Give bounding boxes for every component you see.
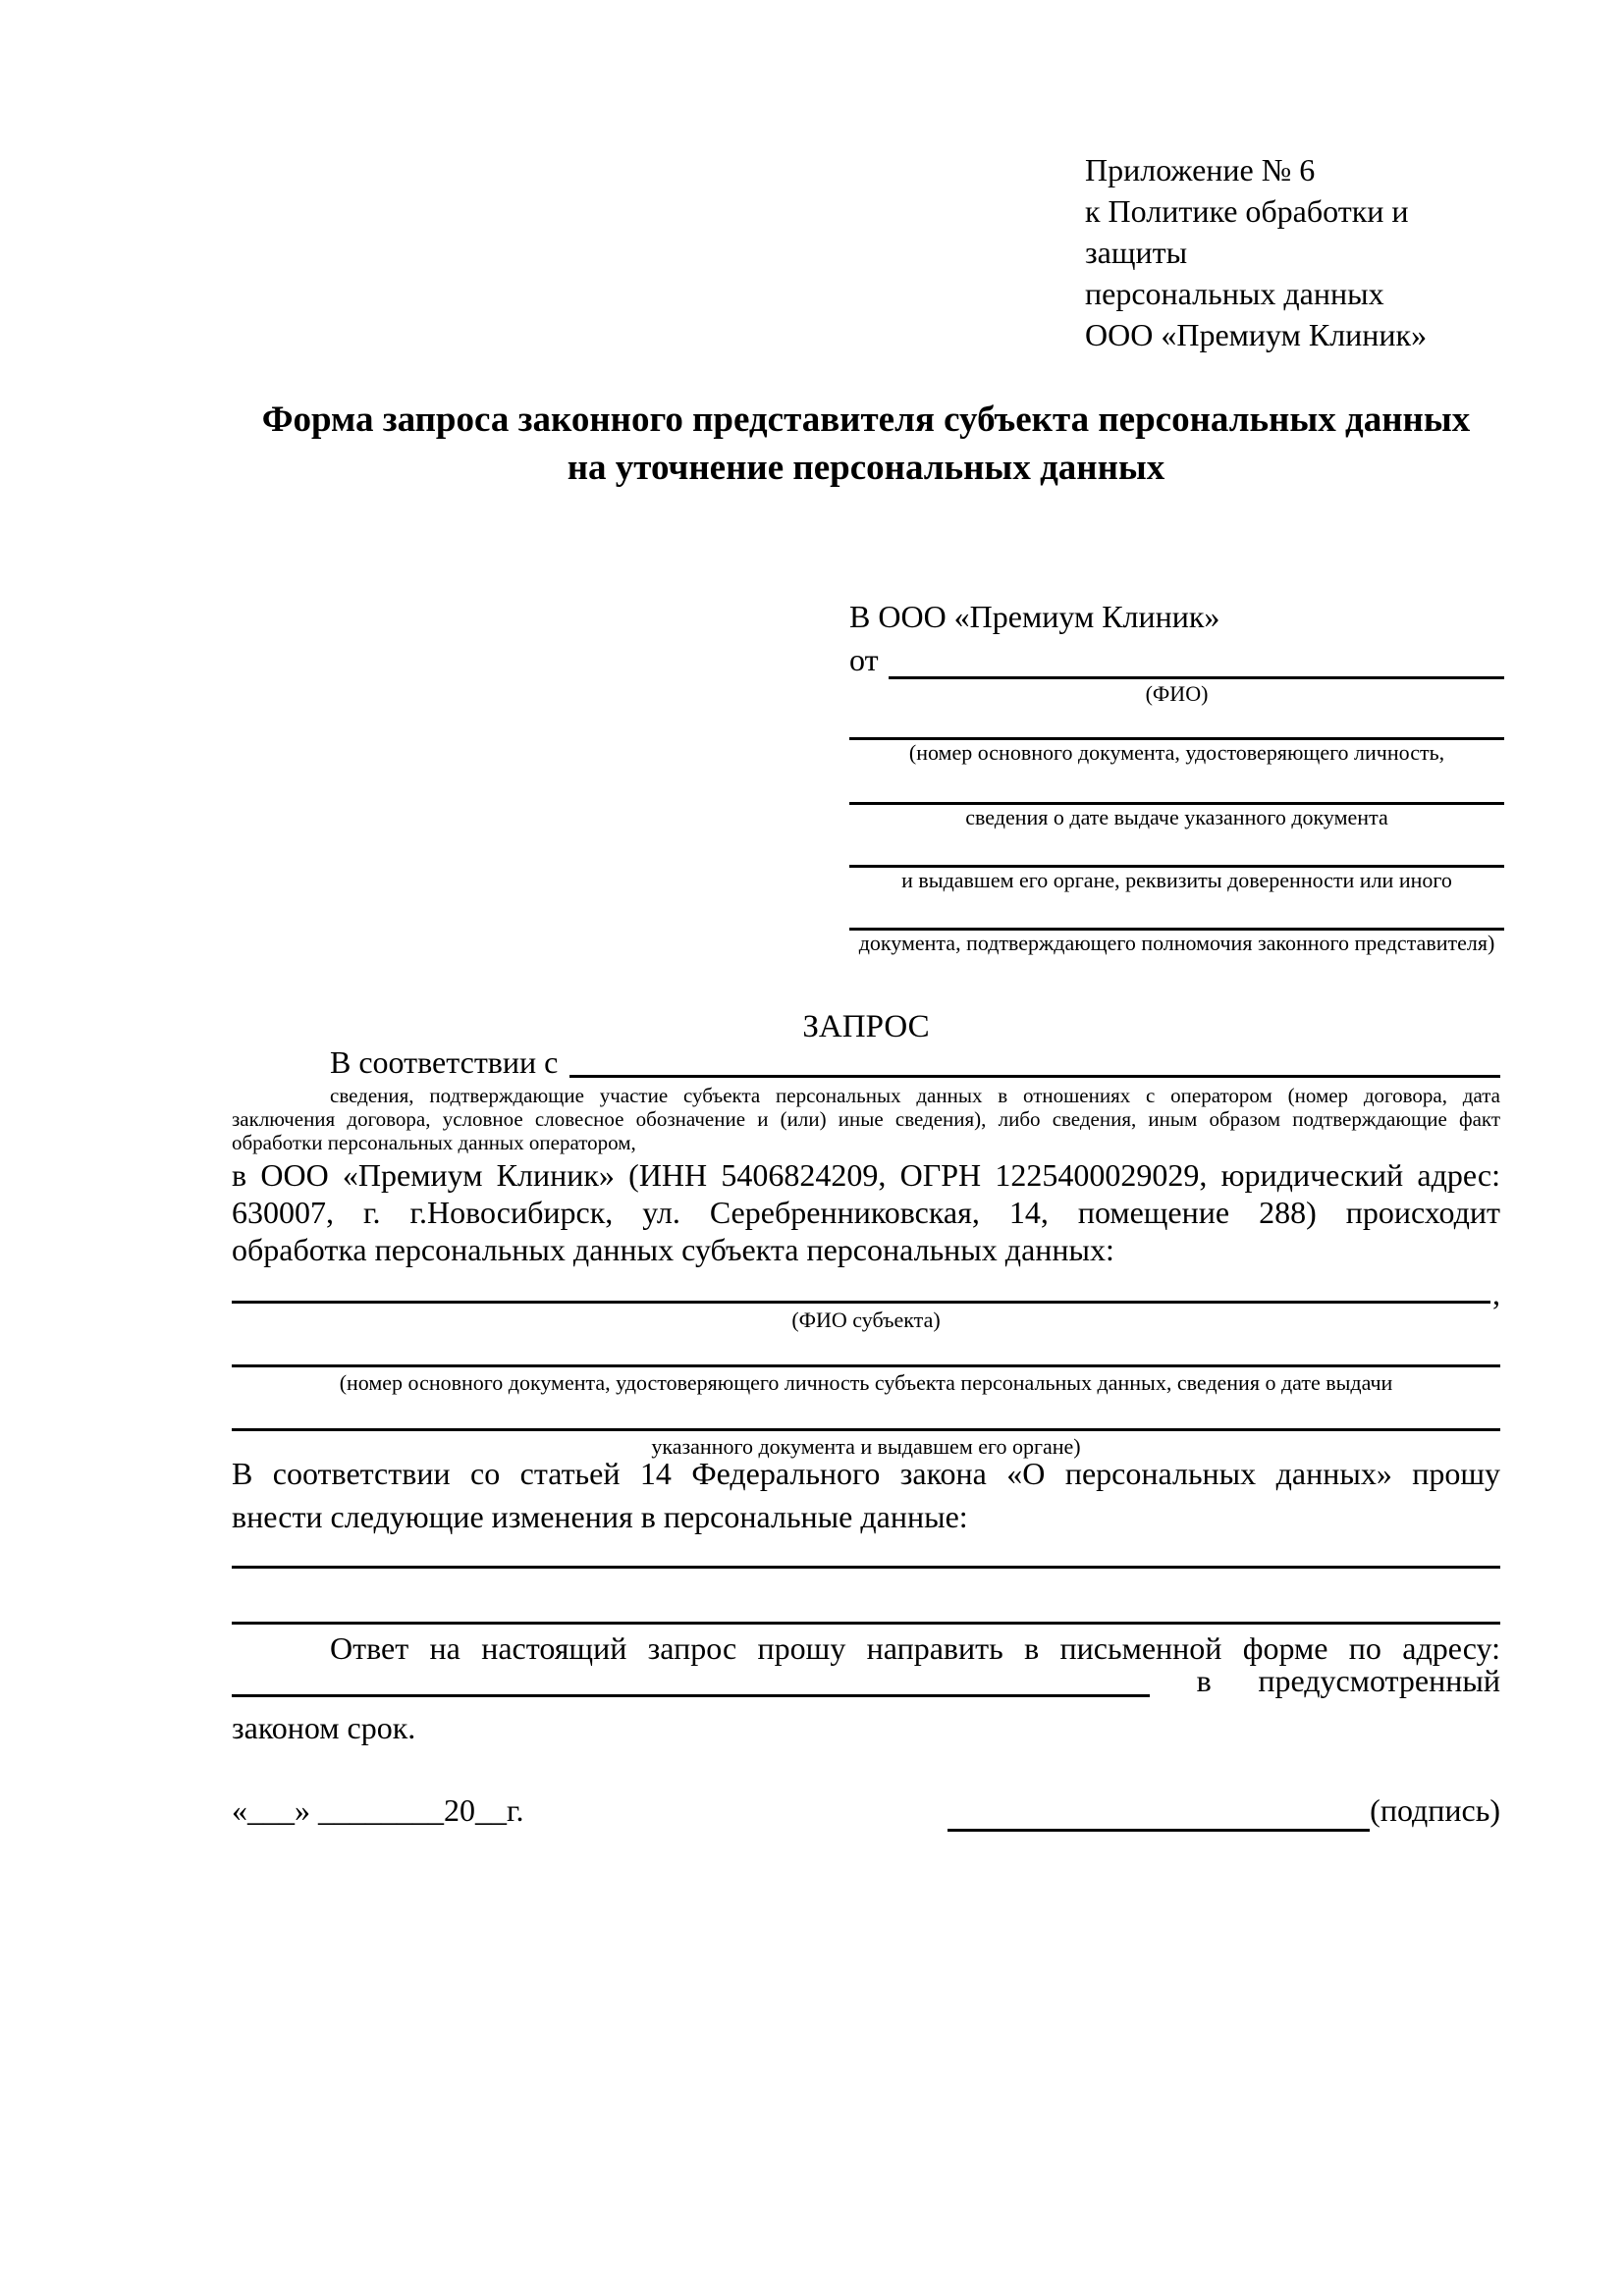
from-row xyxy=(849,638,1504,681)
date-line: «___» ________20__г. xyxy=(232,1792,524,1828)
blank-line xyxy=(849,893,1504,931)
from-blank-line xyxy=(889,638,1504,679)
subject-blank-line xyxy=(232,1270,1490,1304)
annex-block xyxy=(1085,149,1517,355)
intro-lead: В соответствии с xyxy=(330,1044,559,1080)
subject-fio-caption: (ФИО субъекта) xyxy=(791,1308,941,1332)
annex-line: Приложение № 6 xyxy=(1085,152,1316,187)
footer-row xyxy=(232,1789,1500,1832)
footnote-line: сведения, подтверждающие участие субъекта персональных данных в отношениях с оператором (номер договора, дата xyxy=(330,1084,1500,1107)
line-caption: (номер основного документа, удостоверяющего личность субъекта персональных данных, сведения о дате выдачи xyxy=(339,1370,1393,1395)
footnote-block xyxy=(232,1084,1500,1154)
from-label: от xyxy=(849,642,879,677)
intro-blank-line xyxy=(569,1042,1500,1078)
blank-line xyxy=(232,1334,1500,1367)
addressee-to: В ООО «Премиум Клиник» xyxy=(849,599,1220,634)
line-caption: сведения о дате выдаче указанного документа xyxy=(965,805,1388,829)
blank-line xyxy=(232,1591,1500,1625)
blank-line xyxy=(232,1535,1500,1569)
answer-word: в xyxy=(1196,1663,1212,1698)
fio-caption: (ФИО) xyxy=(1145,681,1209,706)
intro-row xyxy=(232,1042,1500,1082)
request-heading: ЗАПРОС xyxy=(802,1009,930,1044)
blank-line xyxy=(849,707,1504,740)
line-caption: (номер основного документа, удостоверяющего личность, xyxy=(908,740,1445,765)
operator-paragraph-line: обработка персональных данных субъекта персональных данных: xyxy=(232,1232,1114,1267)
line-caption: указанного документа и выдавшем его органе) xyxy=(651,1434,1081,1459)
paragraph-indent xyxy=(232,1042,330,1082)
line-caption: документа, подтверждающего полномочия законного представителя) xyxy=(858,931,1495,955)
footnote-line: обработки персональных данных оператором, xyxy=(232,1131,636,1154)
blank-line xyxy=(849,830,1504,868)
answer-line: законом срок. xyxy=(232,1710,416,1745)
page-title xyxy=(232,396,1500,492)
law-paragraph-line: внести следующие изменения в персональные данные: xyxy=(232,1499,968,1534)
answer-address-row xyxy=(232,1663,1500,1698)
operator-paragraph-line: в ООО «Премиум Клиник» (ИНН 5406824209, ОГРН 1225400029029, юридический адрес: xyxy=(232,1157,1500,1193)
answer-word: предусмотренный xyxy=(1258,1663,1500,1698)
line-caption: и выдавшем его органе, реквизиты доверенности или иного xyxy=(901,868,1452,892)
addressee-block xyxy=(849,595,1504,956)
law-paragraph-line: В соответствии со статьей 14 Федерального закона «О персональных данных» прошу xyxy=(232,1456,1500,1491)
subject-fio-row xyxy=(232,1270,1500,1311)
operator-paragraph xyxy=(232,1156,1500,1268)
subject-comma: , xyxy=(1492,1276,1500,1311)
address-blank-line xyxy=(232,1668,1150,1697)
signature-block xyxy=(947,1789,1500,1832)
operator-paragraph-line: 630007, г. г.Новосибирск, ул. Серебренниковская, 14, помещение 288) происходит xyxy=(232,1195,1500,1230)
page-title-line: Форма запроса законного представителя субъекта персональных данных xyxy=(261,400,1471,440)
signature-caption: (подпись) xyxy=(1370,1792,1500,1828)
footnote-line: заключения договора, условное словесное обозначение и (или) иные сведения), либо сведения, иным образом подтверждающие факт xyxy=(232,1107,1500,1131)
blank-line xyxy=(232,1398,1500,1431)
signature-blank-line xyxy=(947,1792,1370,1832)
page-title-line: на уточнение персональных данных xyxy=(567,448,1165,488)
annex-line: ООО «Премиум Клиник» xyxy=(1085,317,1428,352)
answer-line: Ответ на настоящий запрос прошу направить в письменной форме по адресу: xyxy=(330,1630,1500,1666)
annex-line: к Политике обработки и защиты xyxy=(1085,193,1409,270)
law-paragraph xyxy=(232,1452,1500,1538)
annex-line: персональных данных xyxy=(1085,276,1384,311)
blank-line xyxy=(849,766,1504,805)
